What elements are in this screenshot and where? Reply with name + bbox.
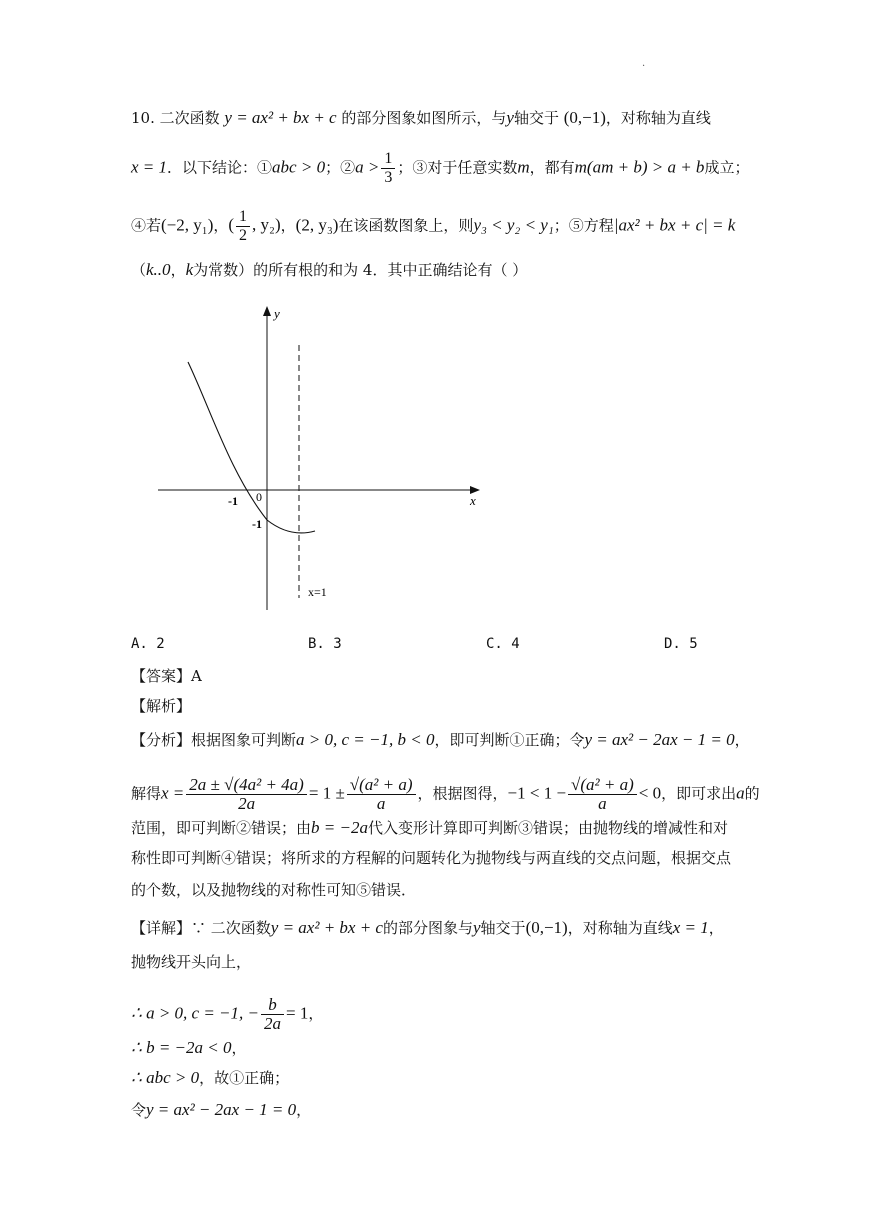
neg1-x-label: -1 xyxy=(228,494,238,508)
math-c3: m(am + b) > a + b xyxy=(574,157,705,177)
analysis-line-1 xyxy=(131,728,750,752)
math-eq: b = −2a xyxy=(311,818,368,837)
text: ， xyxy=(170,261,186,279)
text: 在该函数图象上，则 xyxy=(338,216,474,235)
math-var: y xyxy=(506,108,514,127)
text: 代入变形计算即可判断③错误；由抛物线的增减性和对 xyxy=(367,819,728,837)
choice-c: C. 4 xyxy=(486,636,520,652)
text: 轴交于 xyxy=(513,109,559,127)
question-line-1 xyxy=(131,106,711,130)
neg1-y-label: -1 xyxy=(252,517,262,531)
text: ，都有 xyxy=(529,158,575,177)
analysis-heading: 【解析】 xyxy=(131,697,192,715)
frac-den: 3 xyxy=(384,169,393,186)
y-axis-arrow xyxy=(263,306,271,316)
header-mark: . xyxy=(642,58,646,69)
math-c1: abc > 0 xyxy=(272,157,326,177)
math-var: y xyxy=(473,918,481,937)
choice-a: A. 2 xyxy=(131,636,165,652)
text: 【分析】根据图象可判断 xyxy=(131,731,297,749)
math-eq: ∴ b = −2a < 0 xyxy=(131,1038,232,1057)
text: ；⑤方程 xyxy=(553,216,614,235)
text: ， xyxy=(734,731,750,749)
fraction-root-3 xyxy=(568,776,637,813)
text: ；② xyxy=(325,158,356,177)
frac-num: 1 xyxy=(236,208,250,227)
math-var: a xyxy=(736,783,745,803)
detail-line-2: 抛物线开头向上， xyxy=(131,953,252,971)
fraction-root-2 xyxy=(347,776,416,813)
frac-num: 2a ± √(4a² + 4a) xyxy=(186,776,307,795)
math-cond: ∴ a > 0, c = −1, − xyxy=(131,1003,259,1023)
math-var: , y₂ xyxy=(252,215,275,235)
math-axis: x = 1 xyxy=(131,157,168,177)
x-axis-label: x xyxy=(470,493,476,508)
math-eq: ∴ abc > 0 xyxy=(131,1068,200,1087)
frac-den: a xyxy=(598,794,607,813)
math-cond: a > 0, c = −1, b < 0 xyxy=(296,730,435,749)
analysis-line-4: 称性即可判断④错误；将所求的方程解的问题转化为抛物线与两直线的交点问题，根据交点 xyxy=(131,849,732,867)
question-line-4 xyxy=(131,258,527,282)
fraction-b-2a xyxy=(261,996,284,1033)
math-point: (0,−1) xyxy=(525,918,568,937)
text: 【详解】∵ 二次函数 xyxy=(131,919,271,937)
math-eq: y = ax² − 2ax − 1 = 0 xyxy=(146,1100,297,1119)
frac-num: b xyxy=(261,996,284,1015)
text: ，即可判断①正确；令 xyxy=(434,731,585,749)
math-var: k xyxy=(185,260,194,279)
math-eq: y = ax² − 2ax − 1 = 0 xyxy=(584,730,735,749)
text: ，故①正确； xyxy=(199,1069,290,1087)
y-axis-label: y xyxy=(274,306,280,321)
math-point: (0,−1) xyxy=(563,108,606,127)
text: 成立； xyxy=(704,158,750,177)
origin-label: 0 xyxy=(256,490,262,504)
math-x: x = xyxy=(161,783,185,803)
text: 范围，即可判断②错误；由 xyxy=(131,819,312,837)
math-quadratic: y = ax² + bx + c xyxy=(224,108,337,127)
question-number: 10. 二次函数 xyxy=(131,109,220,127)
text: 的部分图象如图所示，与 xyxy=(341,109,507,127)
question-line-2 xyxy=(131,150,749,187)
text: 为常数）的所有根的和为 4．其中正确结论有（ ） xyxy=(193,261,528,279)
text: ，对称轴为直线 xyxy=(605,109,711,127)
text: 令 xyxy=(131,1101,147,1119)
math-point-half: ( $\frac{1}{2}$ , y₂) xyxy=(228,208,281,244)
text: 的部分图象与 xyxy=(382,919,473,937)
text: ， xyxy=(296,1101,312,1119)
text: ，根据图得， xyxy=(417,784,508,803)
math-eq: = 1 xyxy=(286,1003,309,1023)
text: 的 xyxy=(744,784,760,803)
math-axis: x = 1 xyxy=(672,918,709,937)
fraction-half xyxy=(236,208,250,245)
text: ， xyxy=(231,1039,247,1057)
choice-b: B. 3 xyxy=(308,636,342,652)
math-ineq: −1 < 1 − xyxy=(507,783,567,803)
text: 解得 xyxy=(131,784,162,803)
parabola-curve xyxy=(188,362,315,533)
text: ．以下结论：① xyxy=(167,158,273,177)
math-point: (−2, y₁) xyxy=(161,215,214,235)
text: （ xyxy=(131,261,147,279)
detail-line-5 xyxy=(131,1066,289,1090)
text: ， xyxy=(280,216,296,235)
math-eq5: |ax² + bx + c| = k xyxy=(613,215,736,235)
math-var: m xyxy=(517,157,530,177)
math-c2: a > xyxy=(355,157,380,177)
math-ineq: y₃ < y₂ < y₁ xyxy=(473,215,554,235)
question-line-3 xyxy=(131,208,735,245)
math-ineq: < 0 xyxy=(638,783,662,803)
symmetry-axis-label: x=1 xyxy=(308,585,327,599)
text: 轴交于 xyxy=(480,919,526,937)
frac-num: 1 xyxy=(381,150,395,169)
detail-line-3 xyxy=(131,996,323,1033)
parabola-graph xyxy=(150,298,490,618)
choice-d: D. 5 xyxy=(664,636,698,652)
frac-den: a xyxy=(376,794,386,813)
detail-line-6 xyxy=(131,1098,311,1122)
analysis-line-3 xyxy=(131,816,728,840)
text: ，即可求出 xyxy=(661,784,737,803)
text: ；③对于任意实数 xyxy=(397,158,518,177)
answer: 【答案】A xyxy=(131,667,202,685)
math-point: (2, y₃) xyxy=(295,215,339,235)
frac-num: √(a² + a) xyxy=(568,776,637,795)
text: ， xyxy=(708,919,724,937)
frac-den: 2a xyxy=(264,1014,281,1033)
math-mid: = 1 ± xyxy=(308,783,345,803)
analysis-line-5: 的个数，以及抛物线的对称性可知⑤错误． xyxy=(131,881,417,899)
fraction-root-1 xyxy=(186,776,307,813)
text: ④若 xyxy=(131,216,162,235)
math-k: k..0 xyxy=(146,260,171,279)
frac-num: √(a² + a) xyxy=(347,776,416,795)
text: ， xyxy=(213,216,229,235)
detail-line-4 xyxy=(131,1036,247,1060)
frac-den: 2a xyxy=(238,794,256,813)
frac-den: 2 xyxy=(239,227,248,244)
detail-line-1 xyxy=(131,916,724,940)
text: ， xyxy=(308,1004,324,1023)
analysis-line-2 xyxy=(131,776,760,813)
math-quadratic: y = ax² + bx + c xyxy=(270,918,383,937)
text: ，对称轴为直线 xyxy=(567,919,673,937)
fraction-one-third xyxy=(381,150,395,187)
